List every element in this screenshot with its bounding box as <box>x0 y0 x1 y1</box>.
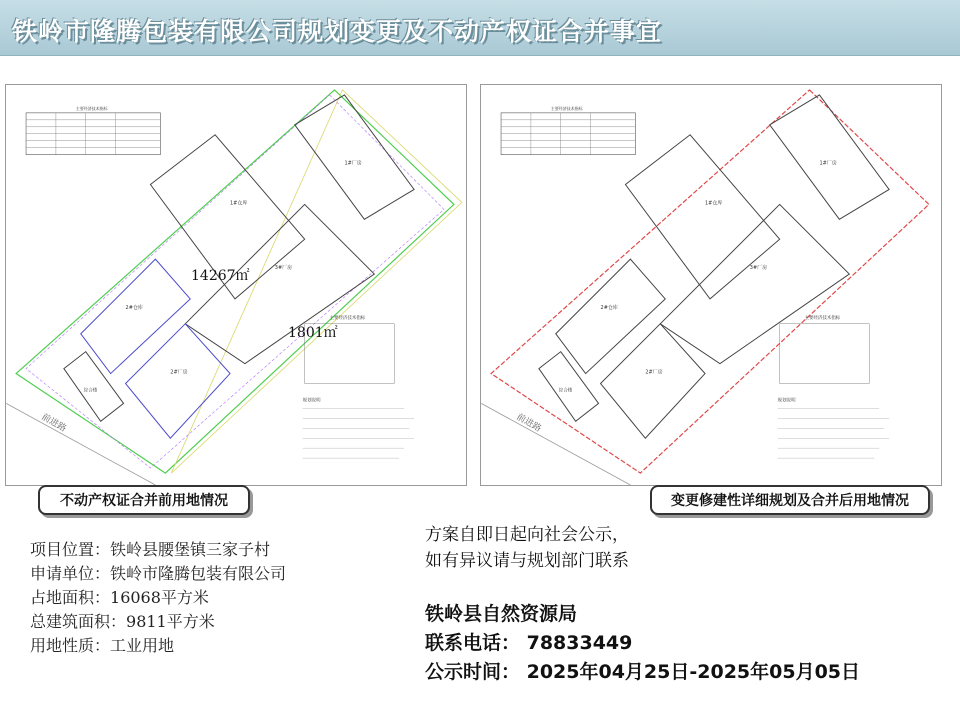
contact-phone: 联系电话： 78833449 <box>425 632 633 654</box>
right-office-label: 综合楼 <box>558 388 573 394</box>
left-warehouse2-label: 2#仓库 <box>125 304 143 311</box>
info-value: 16068平方米 <box>110 588 209 607</box>
info-label: 总建筑面积： <box>30 612 127 631</box>
info-value: 工业用地 <box>110 636 175 655</box>
right-workshop1-label: 1#厂房 <box>819 160 837 167</box>
info-row-floor-area <box>30 610 286 634</box>
left-warehouse1-label: 1#仓库 <box>230 200 248 207</box>
left-plan-caption: 不动产权证合并前用地情况 <box>38 485 250 515</box>
right-table-title: 主要经济技术指标 <box>550 105 583 111</box>
page-title: 铁岭市隆腾包装有限公司规划变更及不动产权证合并事宜 <box>12 17 663 46</box>
project-info <box>30 538 286 658</box>
left-workshop1-label: 1#厂房 <box>344 160 362 167</box>
right-site-plan <box>480 84 942 486</box>
left-workshop3-label: 3#厂房 <box>274 265 293 272</box>
info-label: 项目位置： <box>30 540 111 559</box>
right-road-label: 前进路 <box>514 412 543 435</box>
notice-line-1: 方案自即日起向社会公示， <box>425 525 629 545</box>
left-office-label: 综合楼 <box>83 388 98 394</box>
left-tech-title: 主要经济技术指标 <box>329 315 366 321</box>
info-label: 申请单位： <box>30 564 111 583</box>
info-row-site-area <box>30 586 286 610</box>
info-row-land-use <box>30 634 286 658</box>
left-notes-title: 规划说明 <box>302 398 321 404</box>
info-value: 铁岭市隆腾包装有限公司 <box>110 564 287 583</box>
left-site-plan-drawing <box>6 85 466 485</box>
area-label-a: 14267㎡ <box>191 268 250 284</box>
header-banner <box>0 0 960 56</box>
public-notice <box>425 522 629 574</box>
info-label: 用地性质： <box>30 636 111 655</box>
info-row-location <box>30 538 286 562</box>
notice-line-2: 如有异议请与规划部门联系 <box>425 551 629 571</box>
area-label-b: 1801㎡ <box>288 325 338 341</box>
info-label: 占地面积： <box>30 588 111 607</box>
right-warehouse1-label: 1#仓库 <box>705 200 723 207</box>
right-tech-title: 主要经济技术指标 <box>804 315 841 321</box>
left-road-label: 前进路 <box>39 412 68 435</box>
info-row-applicant <box>30 562 286 586</box>
right-warehouse2-label: 2#仓库 <box>600 304 618 311</box>
left-site-plan <box>5 84 467 486</box>
info-value: 铁岭县腰堡镇三家子村 <box>110 540 271 559</box>
left-table-title: 主要经济技术指标 <box>75 105 108 111</box>
contact-block <box>425 600 860 687</box>
left-workshop2-label: 2#厂房 <box>170 369 188 376</box>
info-value: 9811平方米 <box>126 612 215 631</box>
right-workshop3-label: 3#厂房 <box>749 265 768 272</box>
right-workshop2-label: 2#厂房 <box>645 369 663 376</box>
right-site-plan-drawing <box>481 85 941 485</box>
org-name: 铁岭县自然资源局 <box>425 603 578 625</box>
right-notes-title: 规划说明 <box>777 398 796 404</box>
right-plan-caption: 变更修建性详细规划及合并后用地情况 <box>650 485 930 515</box>
notice-period: 公示时间： 2025年04月25日-2025年05月05日 <box>425 661 861 683</box>
